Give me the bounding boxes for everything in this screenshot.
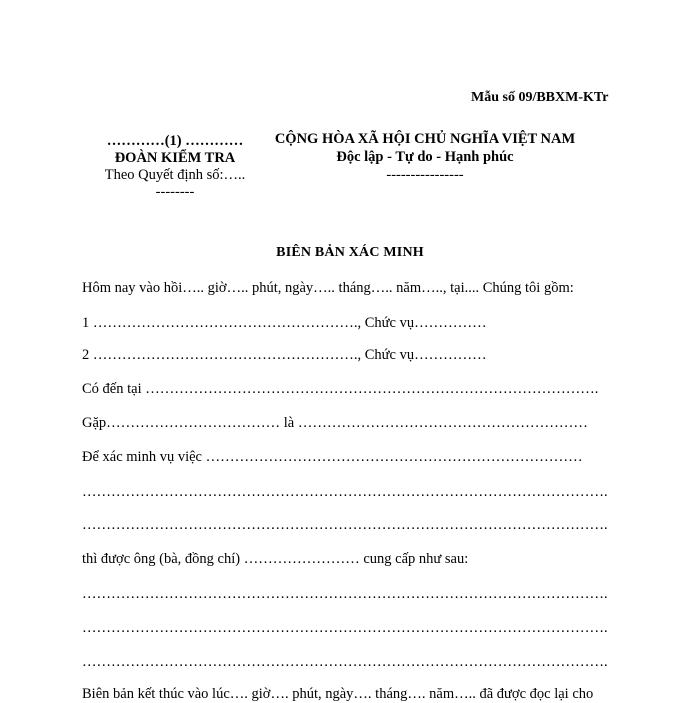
member-1-line: 1 ………………………………………………., Chức vụ…………… xyxy=(82,315,487,331)
informant-line: thì được ông (bà, đồng chí) …………………… cung cấp như sau: xyxy=(82,551,469,567)
dotted-line: ………………………………………………………………………………………………. xyxy=(82,620,608,636)
location-line: Có đến tại …………………………………………………………………………………. xyxy=(82,381,599,397)
purpose-line: Để xác minh vụ việc …………………………………………………………………… xyxy=(82,449,583,465)
dotted-line: ………………………………………………………………………………………………. xyxy=(82,654,608,670)
closing-line: Biên bản kết thúc vào lúc…. giờ…. phút, ngày…. tháng…. năm….. đã được đọc lại cho xyxy=(82,686,594,702)
dotted-line: ………………………………………………………………………………………………. xyxy=(82,586,608,602)
inspection-team-label: ĐOÀN KIỂM TRA xyxy=(114,150,236,166)
right-divider: ---------------- xyxy=(386,167,464,183)
national-motto-block xyxy=(265,130,585,184)
met-person-line: Gặp……………………………… là …………………………………………………… xyxy=(82,415,588,431)
form-code: Mẫu số 09/BBXM-KTr xyxy=(471,90,609,105)
body-line: Hôm nay vào hồi….. giờ….. phút, ngày….. tháng….. năm….., tại.... Chúng tôi gồm: xyxy=(82,280,574,296)
dotted-line: ………………………………………………………………………………………………. xyxy=(82,484,608,500)
issuing-body-block xyxy=(90,133,260,201)
member-2-line: 2 ………………………………………………., Chức vụ…………… xyxy=(82,347,487,363)
decision-number-label: Theo Quyết định số:….. xyxy=(104,167,246,183)
left-divider: -------- xyxy=(155,184,195,200)
document-title: BIÊN BẢN XÁC MINH xyxy=(276,245,424,260)
issuing-body-placeholder: …………(1) ………… xyxy=(106,133,244,149)
national-title: CỘNG HÒA XÃ HỘI CHỦ NGHĨA VIỆT NAM xyxy=(274,131,576,147)
national-motto: Độc lập - Tự do - Hạnh phúc xyxy=(336,149,514,165)
dotted-line: ………………………………………………………………………………………………. xyxy=(82,517,608,533)
